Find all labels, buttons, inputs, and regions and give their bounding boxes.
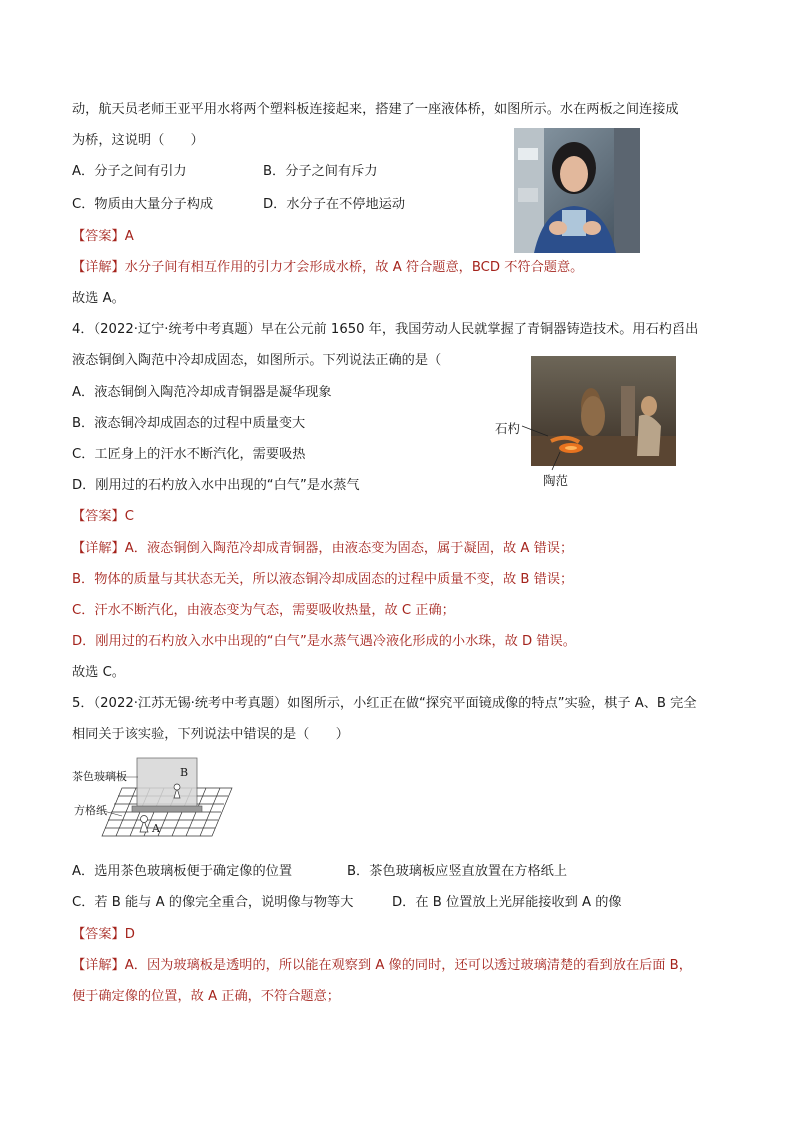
- label-tinted-glass: 茶色玻璃板: [72, 770, 127, 783]
- q4-option-d: D．刚用过的石杓放入水中出现的“白气”是水蒸气: [72, 478, 360, 493]
- q3-option-a: A．分子之间有引力: [72, 164, 187, 179]
- q5-answer: [72, 925, 135, 945]
- q5-answer-label: 【答案】: [72, 927, 125, 942]
- spoon-leader-line: [520, 424, 550, 438]
- astronaut-photo-image: [514, 128, 640, 253]
- q5-detail-a1-text: A．因为玻璃板是透明的，所以能在观察到 A 像的同时，还可以透过玻璃清楚的看到放在后面 B，: [124, 958, 692, 973]
- q4-option-a: A．液态铜倒入陶范冷却成青铜器是凝华现象: [72, 385, 332, 400]
- caption-stone-spoon: 石杓: [495, 421, 521, 436]
- q3-option-c: C．物质由大量分子构成: [72, 197, 214, 212]
- q5-detail-a2: 便于确定像的位置，故 A 正确，不符合题意；: [72, 989, 340, 1004]
- label-piece-b: B: [180, 766, 189, 779]
- q4-conclusion: 故选 C。: [72, 665, 125, 680]
- q5-stem-line1: 5．（2022·江苏无锡·统考中考真题）如图所示，小红正在做“探究平面镜成像的特点”实验，棋子 A、B 完全: [72, 696, 697, 711]
- caption-clay-mold: 陶范: [543, 473, 569, 488]
- q5-detail-label: 【详解】: [72, 958, 125, 973]
- label-grid-paper: 方格纸: [74, 804, 107, 817]
- q4-option-c: C．工匠身上的汗水不断汽化，需要吸热: [72, 447, 306, 462]
- q4-detail-c: C．汗水不断汽化，由液态变为气态，需要吸收热量，故 C 正确；: [72, 603, 455, 618]
- q5-option-b: B．茶色玻璃板应竖直放置在方格纸上: [347, 864, 568, 879]
- astronaut-photo: [514, 128, 640, 253]
- q4-answer: [72, 507, 134, 527]
- q3-detail-label: 【详解】: [72, 260, 125, 275]
- q5-detail-a1: [72, 956, 692, 976]
- q4-detail-d: D．刚用过的石杓放入水中出现的“白气”是水蒸气遇冷液化形成的小水珠，故 D 错误。: [72, 634, 576, 649]
- q5-answer-value: D: [124, 927, 135, 942]
- mirror-experiment-diagram: [72, 756, 242, 848]
- q4-detail-b: B．物体的质量与其状态无关，所以液态铜冷却成固态的过程中质量不变，故 B 错误；: [72, 572, 574, 587]
- q4-stem-line2: 液态铜倒入陶范中冷却成固态，如图所示。下列说法正确的是（: [72, 353, 442, 368]
- q3-answer-label: 【答案】: [72, 229, 125, 244]
- q5-stem-line2: 相同关于该实验，下列说法中错误的是（ ）: [72, 727, 349, 742]
- q3-detail-text: 水分子间有相互作用的引力才会形成水桥，故 A 符合题意，BCD 不符合题意。: [124, 260, 584, 275]
- q3-answer: [72, 227, 134, 247]
- q4-detail-a: [72, 539, 573, 559]
- q5-option-a: A．选用茶色玻璃板便于确定像的位置: [72, 864, 293, 879]
- label-piece-a: A: [152, 822, 160, 835]
- q3-stem-line2: 为桥，这说明（ ）: [72, 133, 204, 148]
- q3-stem-line1: 动，航天员老师王亚平用水将两个塑料板连接起来，搭建了一座液体桥，如图所示。水在两板之间连接成: [72, 102, 679, 117]
- q3-option-d: D．水分子在不停地运动: [263, 197, 406, 212]
- q5-option-c: C．若 B 能与 A 的像完全重合，说明像与物等大: [72, 895, 354, 910]
- q3-conclusion: 故选 A。: [72, 291, 125, 306]
- q5-option-d: D．在 B 位置放上光屏能接收到 A 的像: [392, 895, 622, 910]
- mold-leader-line: [546, 450, 566, 472]
- q3-option-b: B．分子之间有斥力: [263, 164, 378, 179]
- q4-stem-line1: 4．（2022·辽宁·统考中考真题）早在公元前 1650 年，我国劳动人民就掌握了青铜器铸造技术。用石杓舀出: [72, 322, 699, 337]
- q4-option-b: B．液态铜冷却成固态的过程中质量变大: [72, 416, 306, 431]
- q4-detail-label: 【详解】: [72, 541, 125, 556]
- q4-answer-value: C: [124, 509, 134, 524]
- q4-answer-label: 【答案】: [72, 509, 125, 524]
- q3-answer-value: A: [124, 229, 134, 244]
- q4-detail-a-text: A．液态铜倒入陶范冷却成青铜器，由液态变为固态，属于凝固，故 A 错误；: [124, 541, 574, 556]
- q3-detail: [72, 258, 583, 278]
